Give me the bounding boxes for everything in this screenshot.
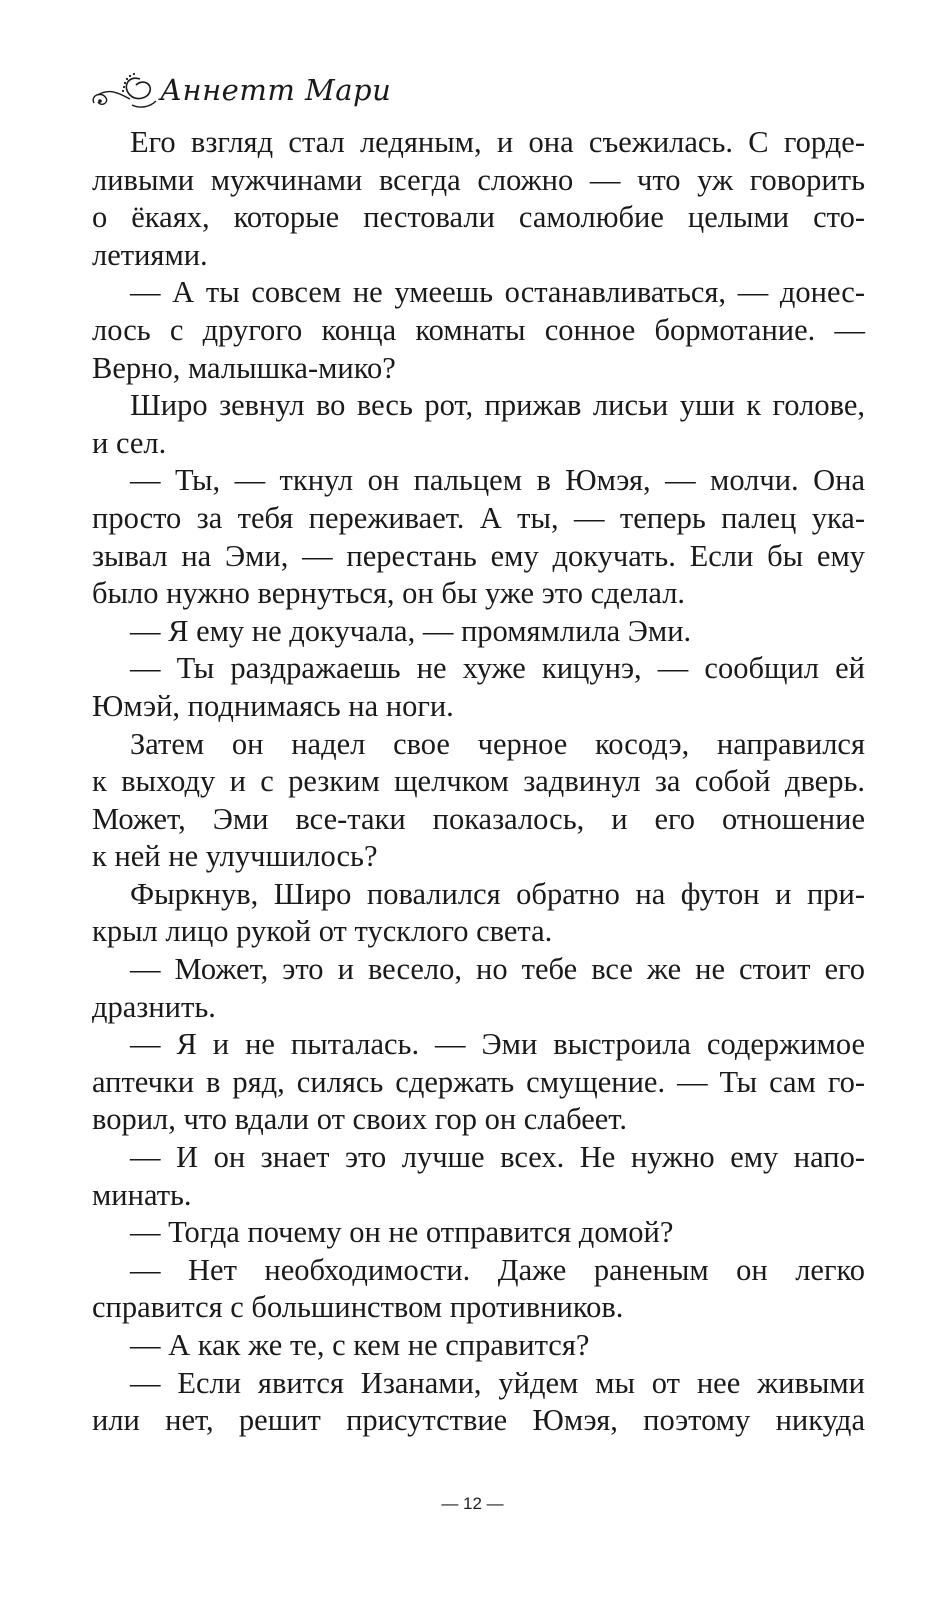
text-line: — Ты раздражаешь не хуже кицунэ, — сообщил ей xyxy=(130,651,865,686)
text-line: Юмэй, поднимаясь на ноги. xyxy=(92,688,454,723)
text-line: — Нет необходимости. Даже раненым он легко xyxy=(130,1252,865,1287)
text-line: Может, Эми все-таки показалось, и его отношение xyxy=(92,801,865,836)
text-line: Верно, малышка-мико? xyxy=(92,350,396,385)
author-name: Аннетт Мари xyxy=(160,73,392,107)
text-line: Его взгляд стал ледяным, и она съежилась. С горде- xyxy=(130,125,865,159)
running-header xyxy=(88,60,391,120)
text-line: минать. xyxy=(92,1177,192,1212)
text-line: — Тогда почему он не отправится домой? xyxy=(130,1215,674,1250)
text-line: просто за тебя переживает. А ты, — теперь палец ука- xyxy=(92,500,865,535)
text-line: дразнить. xyxy=(92,989,216,1024)
text-line: было нужно вернуться, он бы уже это сделал. xyxy=(92,576,686,611)
text-line: или нет, решит присутствие Юмэя, поэтому никуда xyxy=(92,1403,865,1438)
text-line: ливыми мужчинами всегда сложно — что уж говорить xyxy=(92,162,865,197)
text-line: лось с другого конца комнаты сонное бормотание. — xyxy=(92,312,865,347)
text-line: — А как же те, с кем не справится? xyxy=(130,1328,590,1362)
text-line: и сел. xyxy=(92,425,167,460)
page-number: — 12 — xyxy=(441,1494,504,1513)
page-body-text xyxy=(92,124,865,1440)
text-line: о ёкаях, которые пестовали самолюбие целыми сто- xyxy=(92,200,865,235)
text-line: зывал на Эми, — перестань ему докучать. Если бы ему xyxy=(92,538,865,573)
text-line: Затем он надел свое черное косодэ, направился xyxy=(130,726,865,761)
text-line: — Я и не пыталась. — Эми выстроила содержимое xyxy=(130,1027,865,1062)
text-line: — Я ему не докучала, — промямлила Эми. xyxy=(130,613,692,648)
text-line: — И он знает это лучше всех. Не нужно ему напо- xyxy=(130,1140,865,1175)
text-line: Фыркнув, Широ повалился обратно на футон и при- xyxy=(130,876,865,911)
text-line: — Если явится Изанами, уйдем мы от нее живыми xyxy=(130,1365,865,1400)
text-line: Широ зевнул во весь рот, прижав лисьи уши к голове, xyxy=(130,388,865,423)
text-line: — А ты совсем не умеешь останавливаться, — донес- xyxy=(130,275,865,310)
text-line: справится с большинством противников. xyxy=(92,1290,624,1325)
text-line: аптечки в ряд, силясь сдержать смущение. — Ты сам го- xyxy=(92,1064,865,1099)
text-line: крыл лицо рукой от тусклого света. xyxy=(92,914,553,949)
text-line: к выходу и с резким щелчком задвинул за собой дверь. xyxy=(92,764,865,799)
text-line: — Ты, — ткнул он пальцем в Юмэя, — молчи. Она xyxy=(130,463,865,498)
text-line: ворил, что вдали от своих гор он слабеет. xyxy=(92,1102,627,1137)
text-line: к ней не улучшилось? xyxy=(92,839,378,874)
swirl-ornament-icon xyxy=(88,65,158,115)
text-line: летиями. xyxy=(92,237,208,272)
text-line: — Может, это и весело, но тебе все же не стоит его xyxy=(130,952,865,987)
